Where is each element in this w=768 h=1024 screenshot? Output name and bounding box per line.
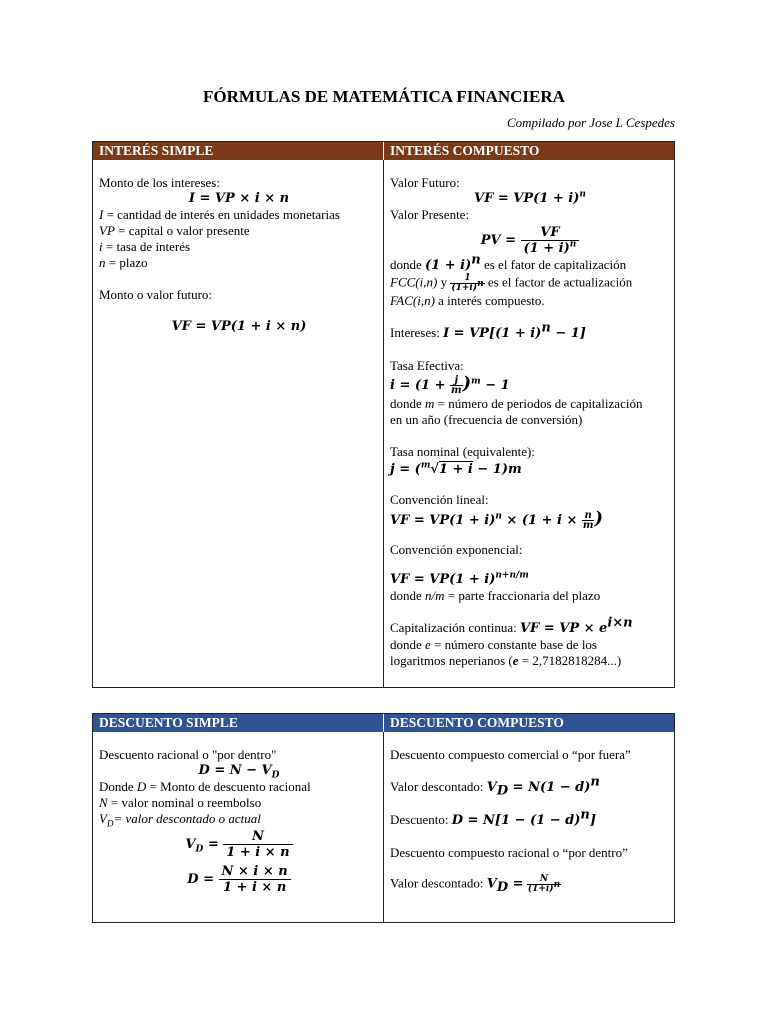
discount-table: [92, 713, 675, 923]
header-descuento-simple: DESCUENTO SIMPLE: [93, 714, 384, 732]
def-VD: $V_D=$ valor descontado o actual: [99, 811, 261, 829]
def-VP: VP = capital o valor presente: [99, 223, 250, 238]
header-descuento-compuesto: DESCUENTO COMPUESTO: [390, 715, 564, 730]
tasa-efectiva-label: Tasa Efectiva:: [390, 358, 464, 373]
monto-intereses-label: Monto de los intereses:: [99, 175, 220, 190]
def-n: n = plazo: [99, 255, 148, 270]
formula-descuento: $D = N - V_D$: [198, 763, 280, 781]
def-e-1: donde e = número constante base de los: [390, 637, 597, 652]
formula-pv: PV = $\frac{VF}{(1 + i)^n}$: [390, 225, 670, 256]
tasa-nominal-label: Tasa nominal (equivalente):: [390, 444, 535, 459]
def-nm: donde n/m = parte fraccionaria del plazo: [390, 588, 601, 603]
def-I: I = cantidad de interés en unidades monetarias: [99, 207, 340, 222]
fac-line: FAC(i,n) a interés compuesto.: [390, 293, 545, 308]
def-m-1: donde m = número de periodos de capitalización: [390, 396, 643, 411]
formula-convencion-exponencial: VF = $VP(1 + i)^{n+n/m}$: [390, 570, 529, 587]
formula-tasa-nominal: j = ($^m$√1 + i − 1)m: [390, 460, 522, 477]
header-interes-compuesto: INTERÉS COMPUESTO: [390, 143, 540, 158]
factor-actualizacion: FCC(i,n) y $\frac{1}{(1+i)^n}$ es el factor de actualización: [390, 273, 633, 293]
descuento-racional-compuesto-label: Descuento compuesto racional o “por dentro”: [390, 845, 628, 860]
factor-capitalizacion: donde $(1 + i)^n$ es el fator de capitalización: [390, 252, 627, 273]
author-credit: Compilado por Jose L Cespedes: [506, 115, 675, 130]
def-N: N = valor nominal o reembolso: [99, 795, 262, 810]
descuento-racional-label: Descuento racional o "por dentro": [99, 747, 277, 762]
capitalizacion-continua: Capitalización continua: VF = VP × $e^{i\times n}$: [390, 615, 633, 636]
convencion-lineal-label: Convención lineal:: [390, 492, 489, 507]
formula-vd-simple: $V_D$ = $\frac{N}{1 + i \times n}$: [99, 829, 379, 860]
discount-table-header: [93, 714, 674, 732]
vp-label: Valor Presente:: [390, 207, 470, 222]
vf-label: Valor Futuro:: [390, 175, 460, 190]
intereses-compuesto: Intereses: $I = VP[(1 + i)^n - 1]$: [390, 320, 586, 341]
def-D: Donde D = Monto de descuento racional: [99, 779, 311, 794]
def-e-2: logaritmos neperianos (e = 2,7182818284...): [390, 653, 622, 668]
interes-simple-column: [93, 160, 384, 687]
descuento-simple-column: [93, 732, 384, 922]
formula-convencion-lineal: VF = $VP(1 + i)^n \times (1 + i$ × $\frac{n}{m}$ ): [390, 508, 604, 531]
valor-descontado-comercial: Valor descontado: $V_D = N(1 - d)^n$: [390, 774, 600, 799]
def-m-2: en un año (frecuencia de conversión): [390, 412, 583, 427]
page-title: FÓRMULAS DE MATEMÁTICA FINANCIERA: [203, 87, 565, 106]
descuento-comercial-label: Descuento compuesto comercial o “por fuera”: [390, 747, 631, 762]
interes-compuesto-column: [384, 160, 674, 687]
formula-vf-compuesto: VF = $VP(1 + i)^n$: [474, 189, 586, 206]
descuento-compuesto-column: [384, 732, 674, 922]
formula-vf-simple: VF = VP(1 + i × n): [171, 319, 307, 334]
def-i: i = tasa de interés: [99, 239, 191, 254]
formula-tasa-efectiva: i = (1 + $\frac{j}{m}$ )$^m$ − 1: [390, 373, 510, 396]
convencion-exponencial-label: Convención exponencial:: [390, 542, 523, 557]
formula-d-simple: D = $\frac{N \times i \times n}{1 + i \times n}$: [99, 864, 379, 895]
formula-interes-simple: I = VP × i × n: [188, 191, 290, 206]
header-interes-simple: INTERÉS SIMPLE: [93, 142, 384, 160]
interest-table-header: [93, 142, 674, 160]
interest-table: [92, 141, 675, 688]
monto-vf-label: Monto o valor futuro:: [99, 287, 213, 302]
descuento-compuesto-formula: Descuento: $D = N[1 - (1 - d)^n]$: [390, 807, 596, 828]
valor-descontado-racional: Valor descontado: $V_D$ = $\frac{N}{(1+i)^n}$: [390, 874, 561, 896]
